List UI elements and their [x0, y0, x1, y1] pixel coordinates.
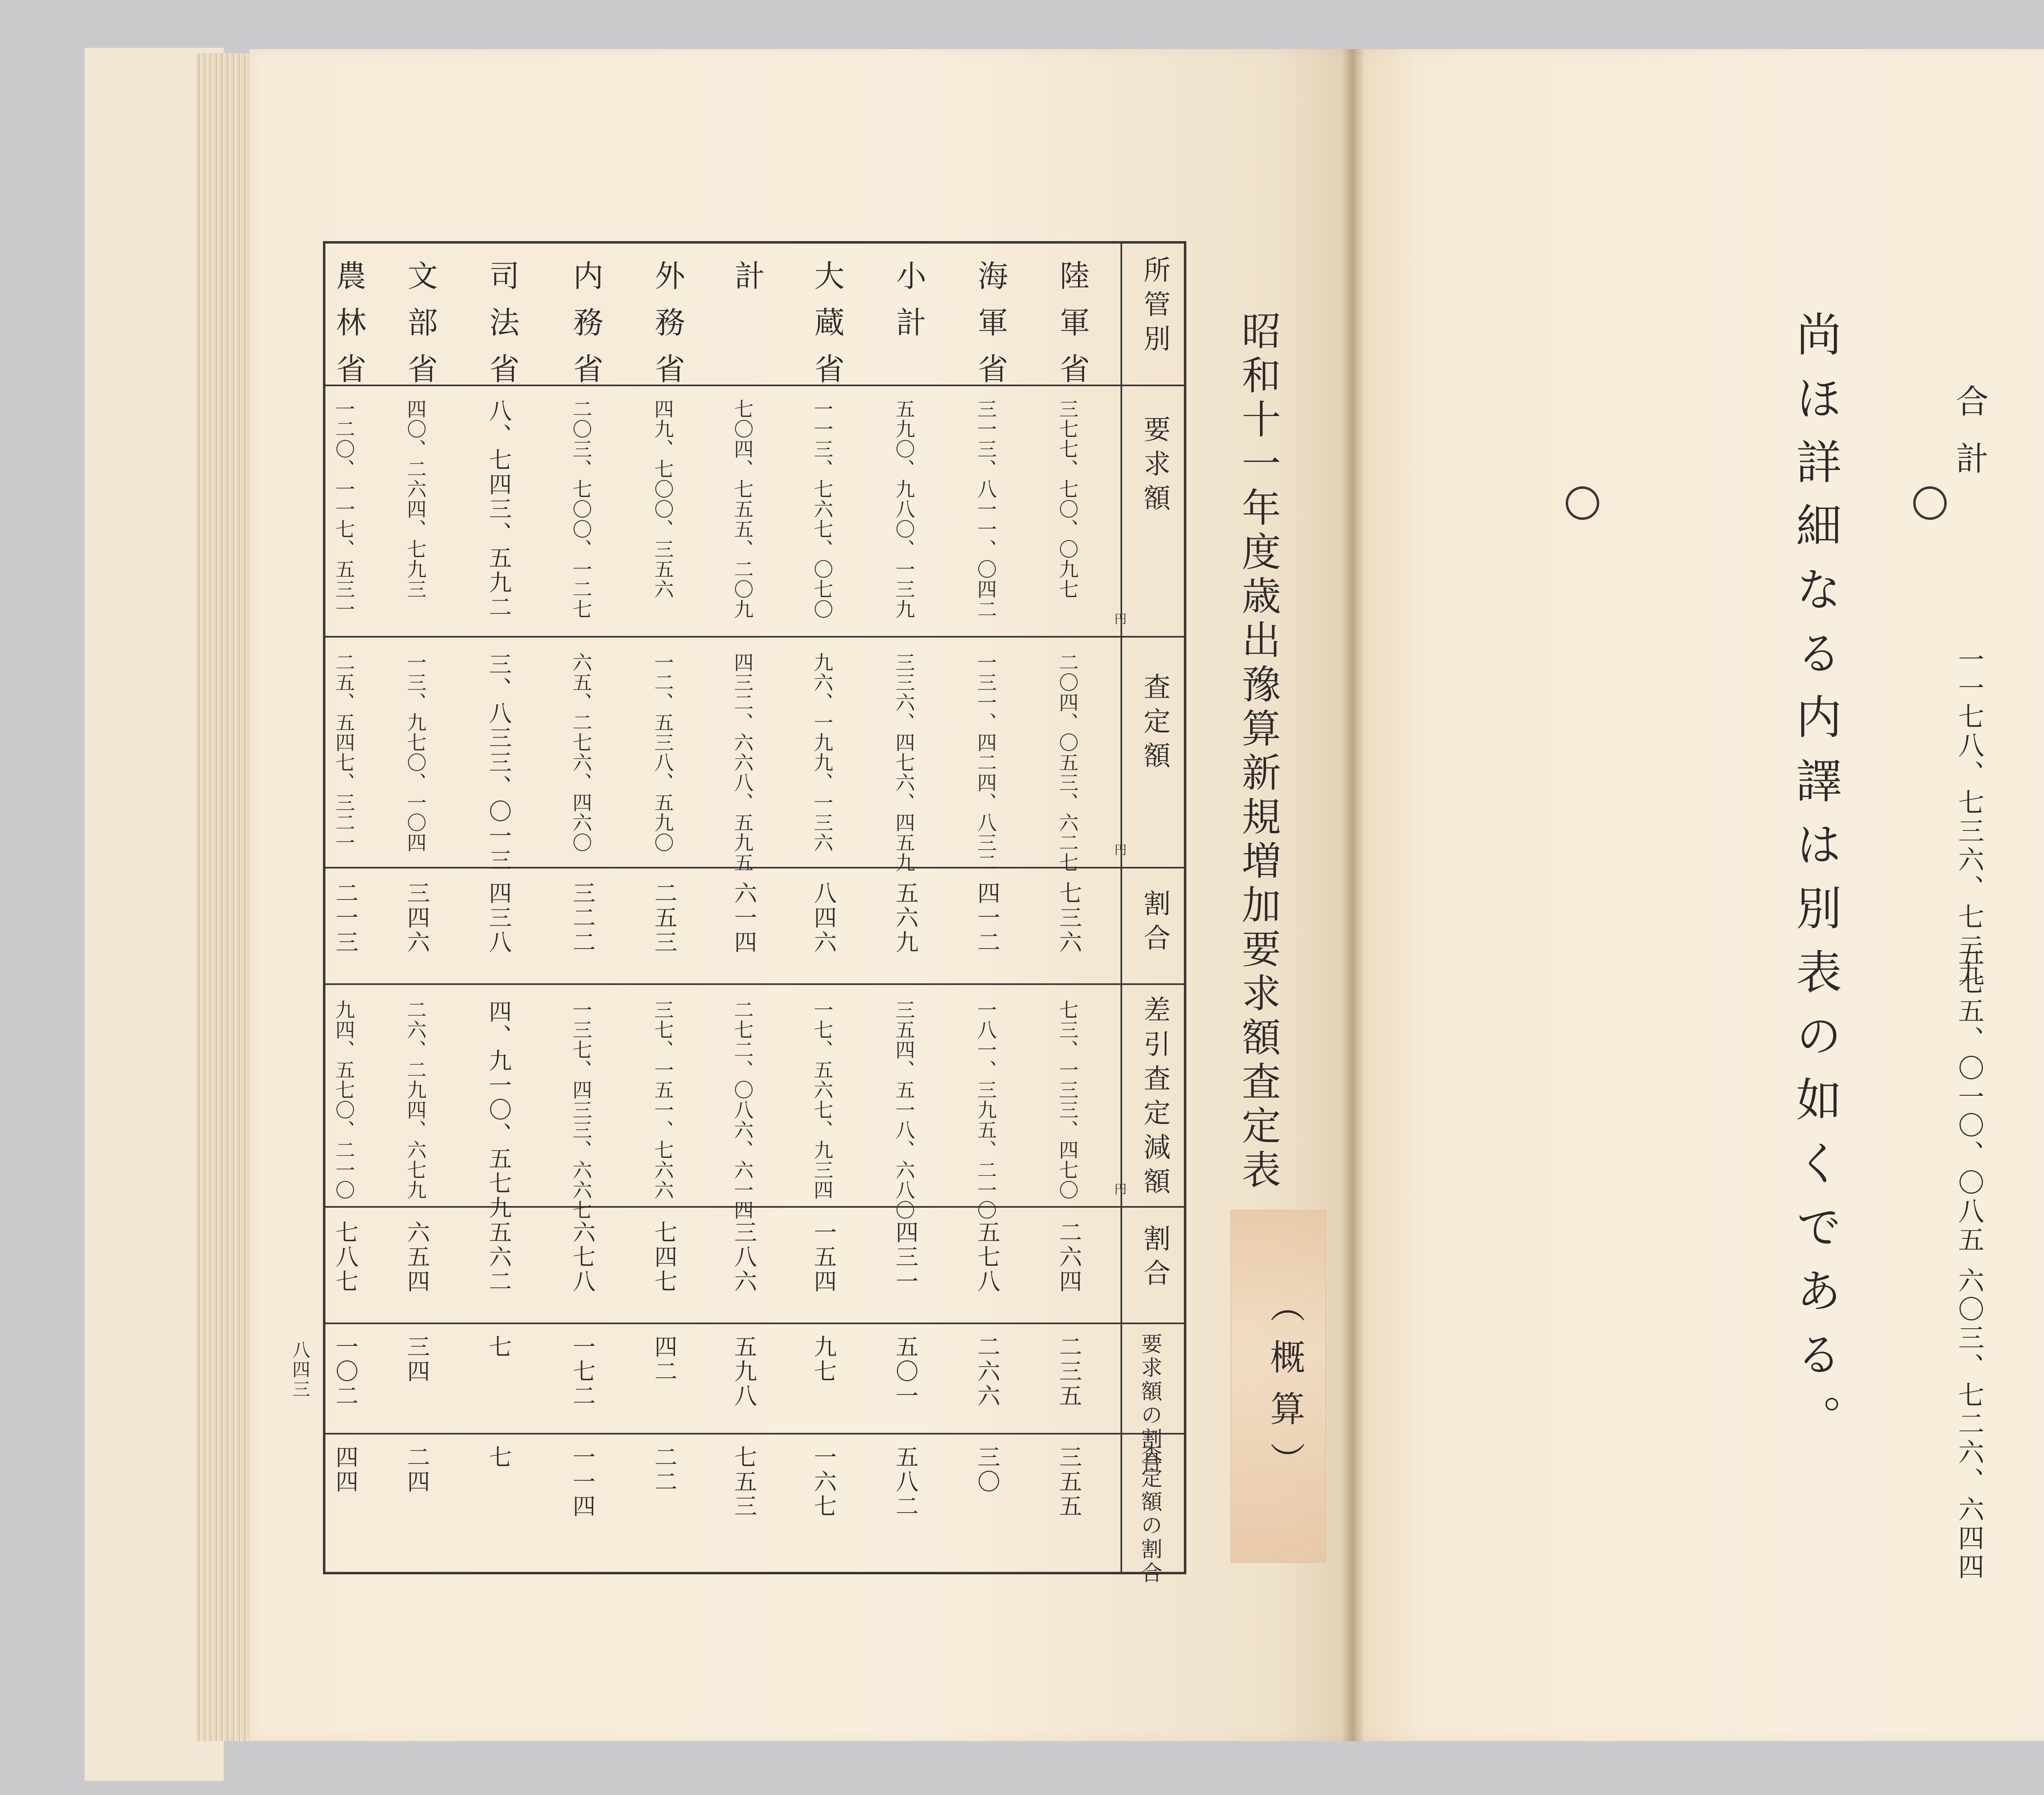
table-cell-request: 八、七四三、五九二	[485, 399, 512, 620]
table-cell-col7: 七	[485, 1335, 512, 1359]
table-cell-request: 三一三、八一一、〇四二	[974, 399, 997, 619]
table-cell-ratio1: 四三八	[485, 881, 512, 955]
row-label: 小計	[891, 260, 926, 353]
table-cell-request: 五九〇、九八〇、一三九	[892, 399, 915, 619]
table-cell-request: 四九、七〇〇、三五六	[651, 399, 674, 599]
table-cell-ratio2: 七八七	[332, 1220, 359, 1294]
table-cell-col7: 五〇一	[892, 1335, 919, 1408]
table-cell-ratio2: 二六四	[1056, 1220, 1082, 1294]
table-cell-reduction: 二七二、〇八六、六一四	[731, 1000, 753, 1220]
table-cell-col7: 九七	[810, 1335, 837, 1384]
table-cell-reduction: 一三七、四三三、六六七	[569, 1000, 592, 1220]
table-cell-assessed: 一三、九七〇、一〇四	[403, 652, 426, 853]
table-cell-reduction: 七三、一三三、四七〇	[1056, 1000, 1078, 1200]
table-cell-request: 一二〇、一一七、五三一	[332, 399, 355, 619]
row-label: 農林省	[331, 260, 366, 400]
table-cell-assessed: 三三六、四七六、四五九	[892, 652, 915, 873]
header-col8: 査定額の割合	[1137, 1443, 1162, 1585]
table-cell-reduction: 三七、一五一、七六六	[651, 1000, 674, 1200]
row-label: 司法省	[484, 260, 520, 400]
table-cell-ratio1: 七三六	[1056, 881, 1082, 955]
table-cell-ratio1: 二五三	[651, 881, 677, 955]
table-cell-assessed: 一三一、四二四、八三二	[974, 652, 997, 873]
circle-mark	[1913, 486, 1947, 520]
assessment-table	[323, 241, 1186, 1585]
table-cell-col8: 二二	[651, 1445, 677, 1494]
page-number-left: 八四三	[289, 1341, 310, 1399]
table-cell-ratio1: 二一三	[332, 881, 359, 955]
table-cell-col8: 四四	[332, 1445, 359, 1494]
table-cell-col7: 二三五	[1056, 1335, 1082, 1408]
table-rule	[325, 636, 1184, 638]
table-cell-ratio1: 三二二	[569, 881, 596, 955]
table-cell-col7: 五九八	[731, 1335, 757, 1408]
right-value-assessed: 五七五、〇一〇、〇八五	[1954, 940, 1984, 1255]
book-gutter	[1343, 49, 1363, 1741]
table-rule	[325, 983, 1184, 985]
table-cell-assessed: 三、八三三、〇一三	[485, 652, 512, 873]
table-cell-ratio2: 五六二	[485, 1220, 512, 1294]
slip-label: （概算）	[1264, 1287, 1305, 1493]
table-cell-ratio2: 六七八	[569, 1220, 596, 1294]
table-cell-request: 七〇四、七五五、二〇九	[731, 399, 753, 619]
header-col7: 要求額の割合	[1137, 1333, 1162, 1475]
note-text: 尚ほ詳細なる内譯は別表の如くである。	[1788, 311, 1842, 1458]
table-col-rule	[1121, 244, 1122, 1572]
table-cell-assessed: 六五、二七六、四六〇	[569, 652, 592, 853]
table-cell-col8: 二四	[403, 1445, 430, 1494]
header-ratio2: 割合	[1139, 1224, 1170, 1293]
table-cell-ratio2: 四三一	[892, 1220, 919, 1294]
table-cell-ratio1: 六一四	[731, 881, 757, 955]
header-ratio1: 割合	[1139, 889, 1170, 958]
table-rule	[325, 1433, 1184, 1435]
right-row-label: 合計	[1950, 384, 1988, 499]
row-label: 陸軍省	[1055, 260, 1090, 400]
table-cell-ratio2: 一五四	[810, 1220, 837, 1294]
table-cell-reduction: 一七、五六七、九三四	[810, 1000, 833, 1200]
table-cell-col8: 一一四	[569, 1445, 596, 1519]
header-assessed: 査定額	[1139, 673, 1170, 776]
table-rule	[325, 1206, 1184, 1208]
right-page	[1353, 49, 2044, 1741]
header-request: 要求額	[1139, 415, 1170, 518]
row-label: 海軍省	[973, 260, 1008, 400]
table-cell-assessed: 九六、一九九、一三六	[810, 652, 833, 853]
header-reduction: 差引査定減額	[1139, 996, 1170, 1202]
unit-yen-1: 円	[1114, 612, 1128, 627]
table-cell-request: 四〇、二六四、七九三	[403, 399, 426, 599]
table-cell-col8: 五八二	[892, 1445, 919, 1519]
unit-yen-2: 円	[1114, 843, 1128, 857]
table-cell-ratio1: 五六九	[892, 881, 919, 955]
table-cell-col8: 三〇	[974, 1445, 1000, 1494]
table-cell-col8: 七	[485, 1445, 512, 1470]
table-cell-col7: 一〇二	[332, 1335, 359, 1408]
table-cell-col8: 七五三	[731, 1445, 757, 1519]
table-cell-col7: 四二	[651, 1335, 677, 1384]
table-cell-assessed: 一二、五三八、五九〇	[651, 652, 674, 853]
table-cell-request: 二〇三、七〇〇、一二七	[569, 399, 592, 619]
unit-yen-3: 円	[1114, 1182, 1128, 1197]
right-value-request: 一一七八、七三六、七二九	[1954, 646, 1984, 989]
table-cell-assessed: 四三二、六六八、五九五	[731, 652, 753, 873]
row-label: 文部省	[403, 260, 438, 400]
table-cell-ratio1: 三四六	[403, 881, 430, 955]
table-cell-reduction: 四、九一〇、五七九	[485, 1000, 512, 1220]
table-cell-request: 一一三、七六七、〇七〇	[810, 399, 833, 619]
table-cell-ratio1: 四一二	[974, 881, 1000, 955]
table-cell-ratio2: 七四七	[651, 1220, 677, 1294]
table-cell-ratio2: 三八六	[731, 1220, 757, 1294]
table-cell-assessed: 二五、五四七、三二一	[332, 652, 355, 853]
row-label: 内務省	[568, 260, 603, 400]
table-cell-request: 三七七、七〇、〇九七	[1056, 399, 1078, 599]
right-value-compare: 六〇三、七二六、六四四	[1954, 1267, 1984, 1582]
table-cell-col8: 三五五	[1056, 1445, 1082, 1519]
table-cell-ratio2: 五七八	[974, 1220, 1000, 1294]
table-cell-ratio1: 八四六	[810, 881, 837, 955]
table-rule	[325, 867, 1184, 868]
table-cell-reduction: 九四、五七〇、二一〇	[332, 1000, 355, 1200]
table-cell-reduction: 三五四、五一八、六八〇	[892, 1000, 915, 1220]
table-cell-reduction: 一八一、三九五、二一〇	[974, 1000, 997, 1220]
table-cell-col7: 一七二	[569, 1335, 596, 1408]
row-label: 外務省	[650, 260, 685, 400]
table-rule	[325, 1323, 1184, 1324]
row-label: 大蔵省	[809, 260, 845, 400]
header-category: 所管別	[1139, 256, 1170, 359]
table-cell-ratio2: 六五四	[403, 1220, 430, 1294]
table-cell-col7: 三四	[403, 1335, 430, 1384]
table-cell-col8: 一六七	[810, 1445, 837, 1519]
circle-mark	[1566, 486, 1599, 520]
table-title: 昭和十一年度歳出豫算新規増加要求額査定表	[1235, 311, 1281, 1193]
table-cell-reduction: 二六、二九四、六七九	[403, 1000, 426, 1200]
table-cell-col7: 二六六	[974, 1335, 1000, 1408]
row-label: 計	[730, 260, 765, 307]
table-cell-assessed: 二〇四、〇五三、六二七	[1056, 652, 1078, 873]
